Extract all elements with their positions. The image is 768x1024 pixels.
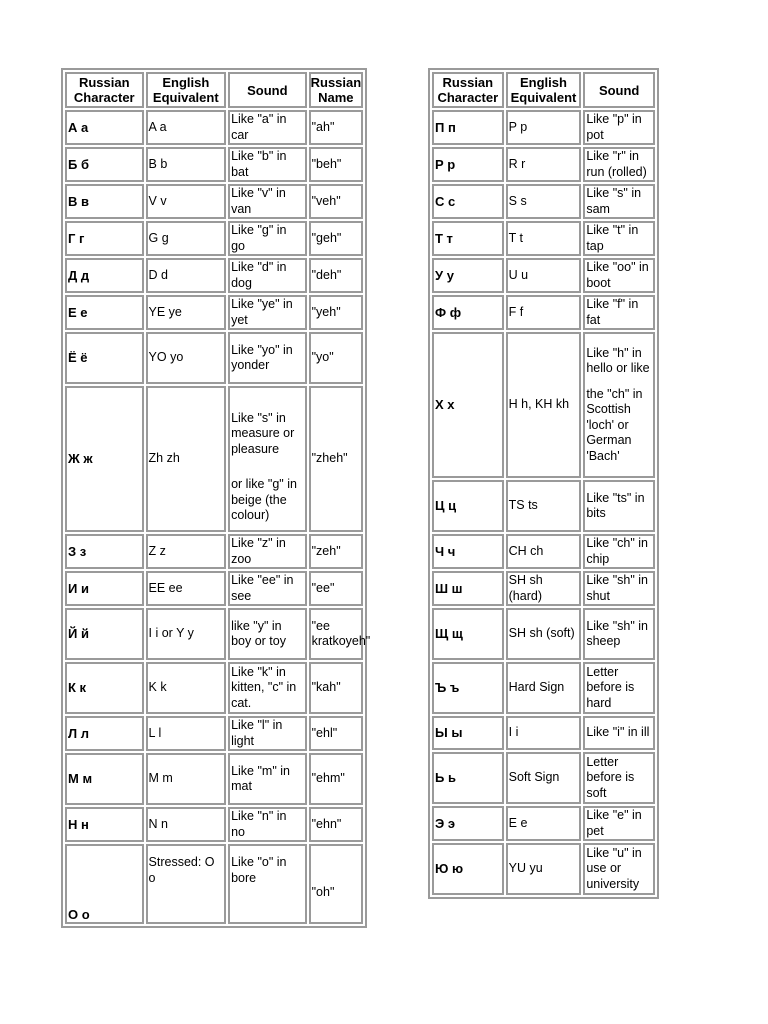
russian-character-cell: Ё ё (65, 332, 144, 384)
sound-cell: Like "a" in car (228, 110, 307, 145)
sound-cell: Like "sh" in shut (583, 571, 655, 606)
table-header-row (432, 72, 655, 108)
english-equivalent-cell: Soft Sign (506, 752, 582, 804)
russian-character-cell: Ю ю (432, 843, 504, 895)
header-english-equivalent: English Equivalent (506, 72, 582, 108)
sound-cell: Like "z" in zoo (228, 534, 307, 569)
russian-character-cell: Ч ч (432, 534, 504, 569)
russian-character-cell: П п (432, 110, 504, 145)
russian-character-cell: А а (65, 110, 144, 145)
table-row (432, 843, 655, 895)
russian-character-cell: Й й (65, 608, 144, 660)
sound-cell: Like "oo" in boot (583, 258, 655, 293)
russian-character-cell: Ш ш (432, 571, 504, 606)
russian-name-cell: "zheh" (309, 386, 363, 532)
english-equivalent-cell: Hard Sign (506, 662, 582, 714)
table-row (432, 184, 655, 219)
table-row (432, 221, 655, 256)
russian-name-cell: "oh" (309, 844, 363, 924)
sound-cell: Like "f" in fat (583, 295, 655, 330)
english-equivalent-cell: M m (146, 753, 227, 805)
sound-cell: Like "ee" in see (228, 571, 307, 606)
english-equivalent-cell: CH ch (506, 534, 582, 569)
sound-text-secondary: or like "g" in beige (the colour) (231, 477, 297, 522)
sound-cell: Like "t" in tap (583, 221, 655, 256)
sound-cell: Like "u" in use or university (583, 843, 655, 895)
russian-character-cell: Е е (65, 295, 144, 330)
table-row (65, 147, 363, 182)
sound-cell: Like "d" in dog (228, 258, 307, 293)
table-row (65, 807, 363, 842)
table-row (65, 753, 363, 805)
english-equivalent-cell: S s (506, 184, 582, 219)
sound-cell: Like "s" in sam (583, 184, 655, 219)
russian-name-cell: "yeh" (309, 295, 363, 330)
russian-name-cell: "beh" (309, 147, 363, 182)
table-row (65, 662, 363, 714)
english-equivalent-cell: E e (506, 806, 582, 841)
header-russian-character: Russian Character (432, 72, 504, 108)
sound-cell: Like "k" in kitten, "c" in cat. (228, 662, 307, 714)
sound-cell: Like "o" in bore (228, 844, 307, 924)
table-row (65, 110, 363, 145)
english-equivalent-cell: YO yo (146, 332, 227, 384)
english-equivalent-cell: K k (146, 662, 227, 714)
sound-cell: Like "m" in mat (228, 753, 307, 805)
russian-character-cell: К к (65, 662, 144, 714)
english-equivalent-cell: SH sh (hard) (506, 571, 582, 606)
table-row (432, 534, 655, 569)
sound-cell: Like "sh" in sheep (583, 608, 655, 660)
table-row (432, 608, 655, 660)
english-equivalent-cell: SH sh (soft) (506, 608, 582, 660)
sound-text-secondary: the "ch" in Scottish 'loch' or German 'Bach' (586, 386, 643, 463)
russian-character-cell: Л л (65, 716, 144, 751)
table-row (432, 332, 655, 478)
russian-character-cell: Ъ ъ (432, 662, 504, 714)
russian-character-cell: Х х (432, 332, 504, 478)
english-equivalent-cell: A a (146, 110, 227, 145)
sound-cell: Like "p" in pot (583, 110, 655, 145)
header-english-equivalent: English Equivalent (146, 72, 227, 108)
table-row (65, 716, 363, 751)
english-equivalent-cell: L l (146, 716, 227, 751)
english-equivalent-cell: H h, KH kh (506, 332, 582, 478)
sound-cell: Like "n" in no (228, 807, 307, 842)
russian-name-cell: "ee" (309, 571, 363, 606)
english-equivalent-cell: Z z (146, 534, 227, 569)
english-equivalent-cell: YU yu (506, 843, 582, 895)
sound-cell: Like "e" in pet (583, 806, 655, 841)
sound-text-primary: Like "s" in measure or pleasure (231, 410, 295, 456)
russian-name-cell: "ah" (309, 110, 363, 145)
sound-text-primary: Like "h" in hello or like (586, 345, 650, 376)
sound-cell: Like "i" in ill (583, 716, 655, 750)
table-row (432, 662, 655, 714)
russian-character-cell: Ф ф (432, 295, 504, 330)
sound-cell: Like "v" in van (228, 184, 307, 219)
table-row (65, 386, 363, 532)
russian-character-cell: У у (432, 258, 504, 293)
table-row (432, 295, 655, 330)
table-row (432, 752, 655, 804)
russian-name-cell: "kah" (309, 662, 363, 714)
russian-name-cell: "ee kratkoyeh" (309, 608, 363, 660)
english-equivalent-cell: P p (506, 110, 582, 145)
russian-character-cell: Д д (65, 258, 144, 293)
table-row (432, 147, 655, 182)
english-equivalent-cell: I i (506, 716, 582, 750)
table-row (65, 608, 363, 660)
english-equivalent-cell: T t (506, 221, 582, 256)
russian-character-cell: Ж ж (65, 386, 144, 532)
russian-character-cell: Г г (65, 221, 144, 256)
table-row (432, 716, 655, 750)
table-header-row (65, 72, 363, 108)
sound-cell: Like "yo" in yonder (228, 332, 307, 384)
header-russian-character: Russian Character (65, 72, 144, 108)
english-equivalent-cell: D d (146, 258, 227, 293)
english-equivalent-cell: I i or Y y (146, 608, 227, 660)
russian-name-cell: "veh" (309, 184, 363, 219)
russian-character-cell: О о (65, 844, 144, 924)
russian-character-cell: Ь ь (432, 752, 504, 804)
alphabet-table-left (61, 68, 371, 928)
sound-cell: like "y" in boy or toy (228, 608, 307, 660)
table-row (65, 258, 363, 293)
sound-cell (228, 386, 307, 532)
english-equivalent-cell: YE ye (146, 295, 227, 330)
russian-character-cell: Э э (432, 806, 504, 841)
sound-cell: Letter before is hard (583, 662, 655, 714)
table-row (65, 571, 363, 606)
header-russian-name: Russian Name (309, 72, 363, 108)
table-row (432, 571, 655, 606)
header-sound: Sound (228, 72, 307, 108)
sound-cell: Like "g" in go (228, 221, 307, 256)
table-row (432, 258, 655, 293)
sound-cell: Like "ts" in bits (583, 480, 655, 532)
russian-character-cell: З з (65, 534, 144, 569)
russian-character-cell: Ы ы (432, 716, 504, 750)
table-row (65, 295, 363, 330)
russian-character-cell: Р р (432, 147, 504, 182)
english-equivalent-cell: TS ts (506, 480, 582, 532)
sound-cell (583, 332, 655, 478)
sound-cell: Like "b" in bat (228, 147, 307, 182)
russian-character-cell: С с (432, 184, 504, 219)
english-equivalent-cell: EE ee (146, 571, 227, 606)
sound-cell: Like "r" in run (rolled) (583, 147, 655, 182)
table-row (65, 534, 363, 569)
sound-cell: Like "ch" in chip (583, 534, 655, 569)
russian-character-cell: Б б (65, 147, 144, 182)
russian-character-cell: Т т (432, 221, 504, 256)
russian-character-cell: В в (65, 184, 144, 219)
english-equivalent-cell: G g (146, 221, 227, 256)
english-equivalent-cell: B b (146, 147, 227, 182)
russian-name-cell: "geh" (309, 221, 363, 256)
table-row (432, 806, 655, 841)
russian-character-cell: М м (65, 753, 144, 805)
table-row (65, 184, 363, 219)
english-equivalent-cell: V v (146, 184, 227, 219)
russian-name-cell: "deh" (309, 258, 363, 293)
russian-character-cell: Ц ц (432, 480, 504, 532)
sound-cell: Letter before is soft (583, 752, 655, 804)
table-row (65, 332, 363, 384)
russian-name-cell: "zeh" (309, 534, 363, 569)
russian-character-cell: И и (65, 571, 144, 606)
english-equivalent-cell: R r (506, 147, 582, 182)
sound-cell: Like "ye" in yet (228, 295, 307, 330)
table-row (432, 480, 655, 532)
header-sound: Sound (583, 72, 655, 108)
english-equivalent-cell: Stressed: O o (146, 844, 227, 924)
table-row (432, 110, 655, 145)
russian-name-cell: "ehm" (309, 753, 363, 805)
russian-name-cell: "ehl" (309, 716, 363, 751)
russian-name-cell: "yo" (309, 332, 363, 384)
english-equivalent-cell: U u (506, 258, 582, 293)
english-equivalent-cell: N n (146, 807, 227, 842)
table-row (65, 221, 363, 256)
russian-character-cell: Н н (65, 807, 144, 842)
table-row (65, 844, 363, 924)
english-equivalent-cell: F f (506, 295, 582, 330)
english-equivalent-cell: Zh zh (146, 386, 227, 532)
sound-cell: Like "l" in light (228, 716, 307, 751)
russian-character-cell: Щ щ (432, 608, 504, 660)
russian-name-cell: "ehn" (309, 807, 363, 842)
alphabet-table-right (428, 68, 659, 899)
